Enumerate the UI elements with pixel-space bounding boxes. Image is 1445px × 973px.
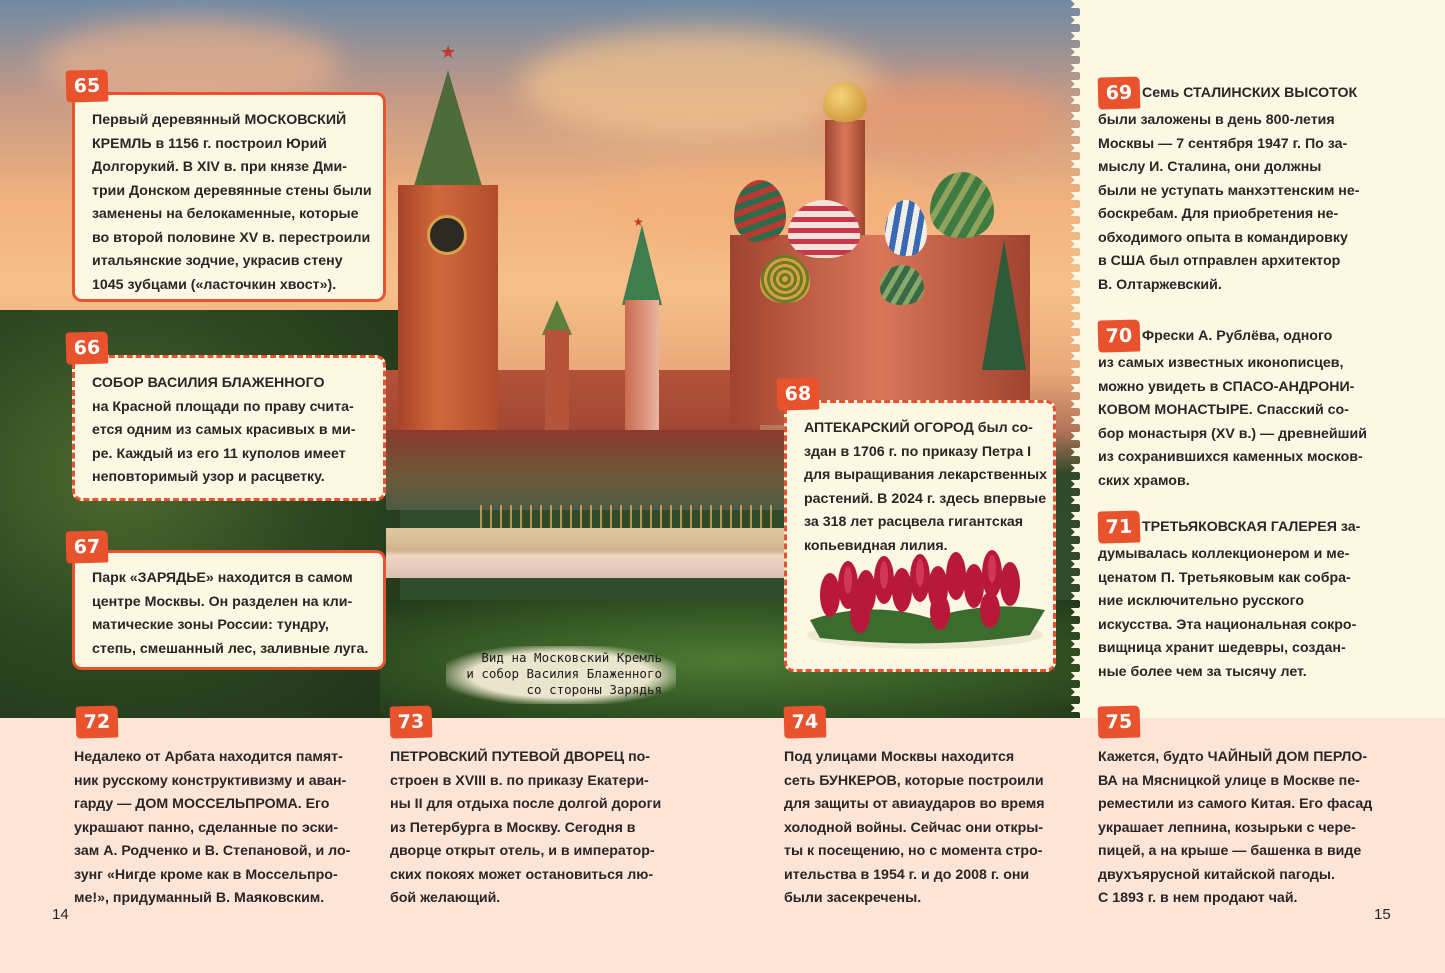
- nikolskaya-tower: [625, 300, 659, 430]
- fact-text: КРЕМЛЬ в 1156 г. построил Юрий: [92, 135, 327, 152]
- page-number-right: 15: [1374, 906, 1391, 923]
- fact-71: [1098, 511, 1428, 684]
- fact-number-badge: 67: [66, 530, 109, 563]
- fact-text: из Петербурга в Москву. Сегодня в: [390, 819, 636, 836]
- fact-text: на Красной площади по праву счита-: [92, 398, 354, 415]
- fact-text: холодной войны. Сейчас они откры-: [784, 819, 1044, 836]
- fact-text: копьевидная лилия.: [804, 537, 948, 554]
- fact-number-badge: 74: [784, 705, 827, 738]
- fact-text: в США был отправлен архитектор: [1098, 253, 1341, 269]
- fact-text: реместили из самого Китая. Его фасад: [1098, 796, 1373, 812]
- fact-number-badge: 65: [66, 69, 109, 102]
- fact-number-badge: 69: [1098, 76, 1141, 109]
- fact-text: АПТЕКАРСКИЙ ОГОРОД был со-: [804, 420, 1033, 436]
- fact-text: Кажется, будто ЧАЙНЫЙ ДОМ ПЕРЛО-: [1098, 749, 1368, 765]
- fact-text: обходимого опыта в командировку: [1098, 229, 1348, 246]
- fact-text: Парк «ЗАРЯДЬЕ» находится в самом: [92, 570, 353, 586]
- fact-text: двухъярусной китайской пагоды.: [1098, 866, 1335, 883]
- fact-text: украшают панно, сделанные по эски-: [74, 819, 339, 836]
- fact-text: за 318 лет расцвела гигантская: [804, 514, 1024, 530]
- fact-text: Долгорукий. В XIV в. при князе Дми-: [92, 159, 347, 175]
- fact-text: вищница хранит шедевры, создан-: [1098, 640, 1346, 656]
- fact-text: для защиты от авиаударов во время: [784, 796, 1045, 812]
- fact-card-67: [72, 550, 386, 670]
- spasskaya-tower-spire: [410, 70, 486, 200]
- fact-text: 1045 зубцами («ласточкин хвост»).: [92, 276, 337, 293]
- fact-text: сеть БУНКЕРОВ, которые построили: [784, 772, 1044, 789]
- fact-text: КОВОМ МОНАСТЫРЕ. Спасский со-: [1098, 402, 1349, 418]
- fact-text: во второй половине XV в. перестроили: [92, 229, 371, 246]
- fact-text: ные более чем за тысячу лет.: [1098, 663, 1307, 680]
- bridge-railing: [480, 505, 780, 530]
- fact-text: ны II для отдыха после долгой дороги: [390, 796, 662, 812]
- fact-text: В. Олтаржевский.: [1098, 276, 1222, 293]
- fact-text: СОБОР ВАСИЛИЯ БЛАЖЕННОГО: [92, 375, 325, 391]
- fact-text: заменены на белокаменные, которые: [92, 206, 359, 222]
- fact-text: Под улицами Москвы находится: [784, 749, 1015, 765]
- fact-69: [1098, 77, 1428, 297]
- fact-text: ме!», придуманный В. Маяковским.: [74, 890, 325, 906]
- fact-text: из сохранившихся каменных москов-: [1098, 449, 1363, 465]
- fact-text: Семь СТАЛИНСКИХ ВЫСОТОК: [1142, 85, 1358, 101]
- nikolskaya-tower-spire: [622, 225, 662, 305]
- fact-text: С 1893 г. в нем продают чай.: [1098, 890, 1298, 906]
- red-star-icon: ★: [633, 215, 644, 229]
- fact-text: ценатом П. Третьяковым как собра-: [1098, 569, 1351, 586]
- fact-card-66: [72, 355, 386, 501]
- fact-text: дворце открыт отель, и в император-: [390, 843, 655, 859]
- zigzag-edge: [1058, 0, 1082, 718]
- fact-text: можно увидеть в СПАСО-АНДРОНИ-: [1098, 378, 1355, 395]
- fact-text: итальянские зодчие, украсив стену: [92, 253, 343, 269]
- page-number-left: 14: [52, 906, 69, 923]
- fact-text: ре. Каждый из его 11 куполов имеет: [92, 445, 346, 462]
- red-star-icon: ★: [440, 42, 457, 62]
- street: [386, 430, 786, 510]
- caption-line: со стороны Зарядья: [526, 682, 662, 697]
- fact-text: ских покоях может остановиться лю-: [390, 866, 654, 883]
- fact-text: из самых известных иконописцев,: [1098, 355, 1344, 371]
- caption-line: и собор Василия Блаженного: [466, 666, 662, 681]
- fact-text: строен в XVIII в. по приказу Екатери-: [390, 772, 649, 789]
- fact-text: ВА на Мясницкой улице в Москве пе-: [1098, 772, 1360, 789]
- fact-text: ник русскому конструктивизму и аван-: [74, 772, 347, 789]
- fact-number-badge: 66: [66, 331, 109, 364]
- fact-number-badge: 75: [1098, 705, 1141, 738]
- photo-caption: [446, 646, 676, 704]
- fact-text: ется одним из самых красивых в ми-: [92, 422, 356, 438]
- fact-text: Недалеко от Арбата находится памят-: [74, 749, 343, 765]
- fact-text: Первый деревянный МОСКОВСКИЙ: [92, 112, 347, 128]
- fact-number-badge: 68: [777, 377, 820, 410]
- fact-text: украшает лепнина, козырьки с чере-: [1098, 819, 1356, 836]
- fact-text: бор монастыря (XV в.) — древнейший: [1098, 425, 1367, 442]
- fact-text: зунг «Нигде кроме как в Моссельпро-: [74, 866, 338, 883]
- fact-text: бой желающий.: [390, 890, 501, 906]
- fact-text: ПЕТРОВСКИЙ ПУТЕВОЙ ДВОРЕЦ по-: [390, 749, 651, 765]
- fact-text: ительства в 1954 г. и до 2008 г. они: [784, 866, 1030, 883]
- fact-text: были не уступать манхэттенским не-: [1098, 182, 1360, 199]
- fact-text: трии Донском деревянные стены были: [92, 182, 372, 199]
- clock-icon: [427, 215, 467, 255]
- fact-number-badge: 72: [76, 705, 119, 738]
- fact-text: искусства. Эта национальная сокро-: [1098, 616, 1357, 633]
- fact-text: матические зоны России: тундру,: [92, 617, 329, 633]
- fact-text: были засекречены.: [784, 890, 922, 906]
- fact-text: гарду — ДОМ МОССЕЛЬПРОМА. Его: [74, 796, 330, 812]
- fact-text: ТРЕТЬЯКОВСКАЯ ГАЛЕРЕЯ за-: [1142, 519, 1361, 535]
- fact-text: растений. В 2024 г. здесь впервые: [804, 490, 1047, 507]
- fact-70: [1098, 320, 1428, 493]
- fact-text: центре Москвы. Он разделен на кли-: [92, 593, 353, 610]
- fact-text: зам А. Родченко и В. Степановой, и ло-: [74, 843, 351, 859]
- fact-text: ты к посещению, но с момента стро-: [784, 843, 1043, 859]
- fact-card-65: [72, 92, 386, 302]
- fact-text: мыслу И. Сталина, они должны: [1098, 159, 1322, 175]
- fact-number-badge: 73: [390, 705, 433, 738]
- fact-text: ние исключительно русского: [1098, 593, 1305, 609]
- fact-text: Москвы — 7 сентября 1947 г. По за-: [1098, 135, 1348, 152]
- kremlin-tower: [545, 330, 569, 440]
- fact-text: ских храмов.: [1098, 472, 1190, 489]
- caption-line: Вид на Московский Кремль: [481, 650, 662, 665]
- fact-text: думывалась коллекционером и ме-: [1098, 546, 1350, 562]
- fact-text: неповторимый узор и расцветку.: [92, 469, 325, 485]
- floating-bridge: [386, 528, 786, 578]
- fact-number-badge: 71: [1098, 510, 1141, 543]
- fact-number-badge: 70: [1098, 319, 1141, 352]
- fact-text: степь, смешанный лес, заливные луга.: [92, 640, 369, 657]
- fact-text: для выращивания лекарственных: [804, 467, 1048, 483]
- lily-flower-image: [800, 540, 1050, 650]
- fact-text: пицей, а на крыше — башенка в виде: [1098, 843, 1362, 859]
- fact-text: здан в 1706 г. по приказу Петра I: [804, 443, 1032, 460]
- fact-text: боскребам. Для приобретения не-: [1098, 206, 1339, 222]
- fact-text: Фрески А. Рублёва, одного: [1142, 328, 1333, 344]
- st-basils-cathedral: [720, 60, 1050, 410]
- fact-text: были заложены в день 800-летия: [1098, 112, 1335, 128]
